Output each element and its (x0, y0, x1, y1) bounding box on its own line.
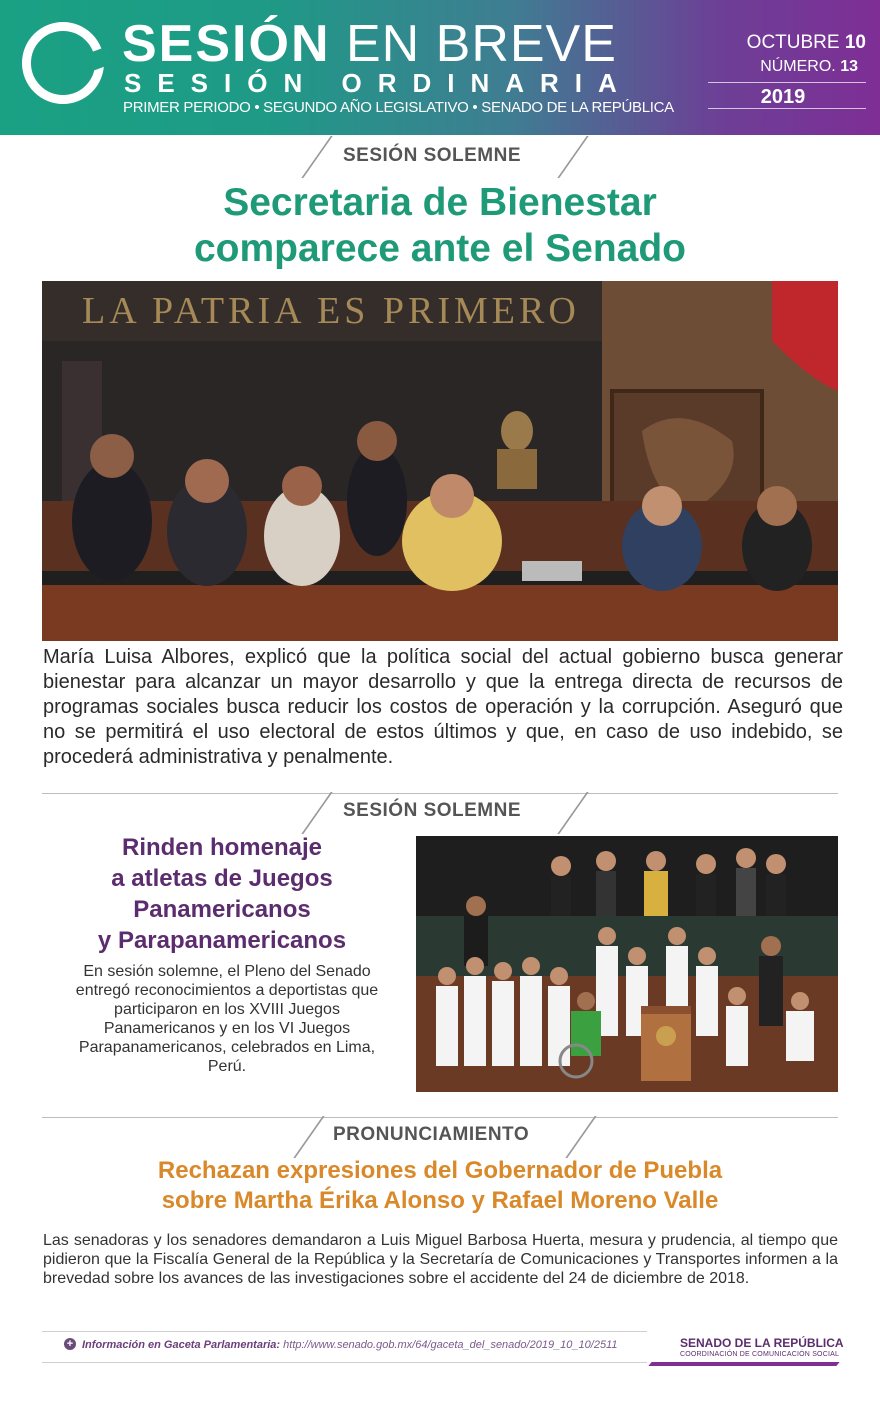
article-title: Secretaria de Bienestar comparece ante el Senado (193, 181, 687, 270)
header-divider (708, 82, 866, 83)
article-title: Rinden homenaje a atletas de Juegos Panamericanos y Parapanamericanos (97, 834, 347, 954)
article-body: Las senadoras y los senadores demandaron a Luis Miguel Barbosa Huerta, mesura y prudencia, al tiempo que pidieron que la Fiscalía General de la República y la Secretaría de Comunicaciones y Transportes informen a la brevedad sobre los avances de las investigaciones sobre el accidente del 24 de diciembre de 2018. (43, 1232, 838, 1287)
section-slash-left (301, 136, 332, 178)
footer-accent-bar (648, 1362, 839, 1366)
issue-date: OCTUBRE 10 (746, 32, 866, 53)
section-label: SESIÓN SOLEMNE (343, 800, 522, 821)
section-slash-left (293, 1116, 324, 1158)
article-body: María Luisa Albores, explicó que la política social del actual gobierno busca generar bienestar para alcanzar un mayor desarrollo y que la entrega directa de recursos de programas sociales busca reducir los costos de operación y la corrupción. Aseguró que no se permitirá el uso electoral de estos últimos y que, en caso de uso indebido, se procederá administrativa y penalmente. (43, 646, 843, 768)
publication-title: SESIÓN EN BREVE (122, 15, 617, 73)
senate-session-photo (42, 281, 838, 641)
issue-year: 2019 (760, 86, 806, 108)
publication-subtitle: SESIÓN ORDINARIA (124, 68, 633, 98)
header-banner (0, 0, 880, 135)
gaceta-info: Información en Gaceta Parlamentaria: http://www.senado.gob.mx/64/gaceta_del_senado/2019_10_10/2511 (82, 1339, 618, 1351)
section-divider (42, 1117, 838, 1118)
section-label: SESIÓN SOLEMNE (343, 145, 522, 166)
athletes-photo (416, 836, 838, 1092)
section-slash-right (557, 792, 588, 834)
period-line: PRIMER PERIODO • SEGUNDO AÑO LEGISLATIVO • SENADO DE LA REPÚBLICA (123, 99, 674, 116)
gaceta-link[interactable]: http://www.senado.gob.mx/64/gaceta_del_senado/2019_10_10/2511 (283, 1339, 618, 1351)
photo-illustration (42, 281, 838, 641)
issue-number: NÚMERO. 13 (760, 58, 858, 75)
section-slash-left (301, 792, 332, 834)
section-label: PRONUNCIAMIENTO (333, 1124, 530, 1145)
header-divider (708, 108, 866, 109)
article-title: Rechazan expresiones del Gobernador de Puebla sobre Martha Érika Alonso y Rafael Moreno Valle (157, 1157, 723, 1214)
photo-illustration (416, 836, 838, 1092)
section-divider (42, 793, 838, 794)
wall-inscription: LA PATRIA ES PRIMERO (82, 290, 580, 332)
senado-label: SENADO DE LA REPÚBLICA (680, 1336, 844, 1350)
plus-circle-icon: + (64, 1338, 76, 1350)
coordinacion-label: COORDINACIÓN DE COMUNICACIÓN SOCIAL (680, 1351, 840, 1358)
section-slash-right (557, 136, 588, 178)
article-body: En sesión solemne, el Pleno del Senado entregó reconocimientos a deportistas que participaron en los XVIII Juegos Panamericanos y en los VI Juegos Parapanamericanos, celebrados en Lima, Perú. (75, 963, 379, 1075)
section-slash-right (565, 1116, 596, 1158)
